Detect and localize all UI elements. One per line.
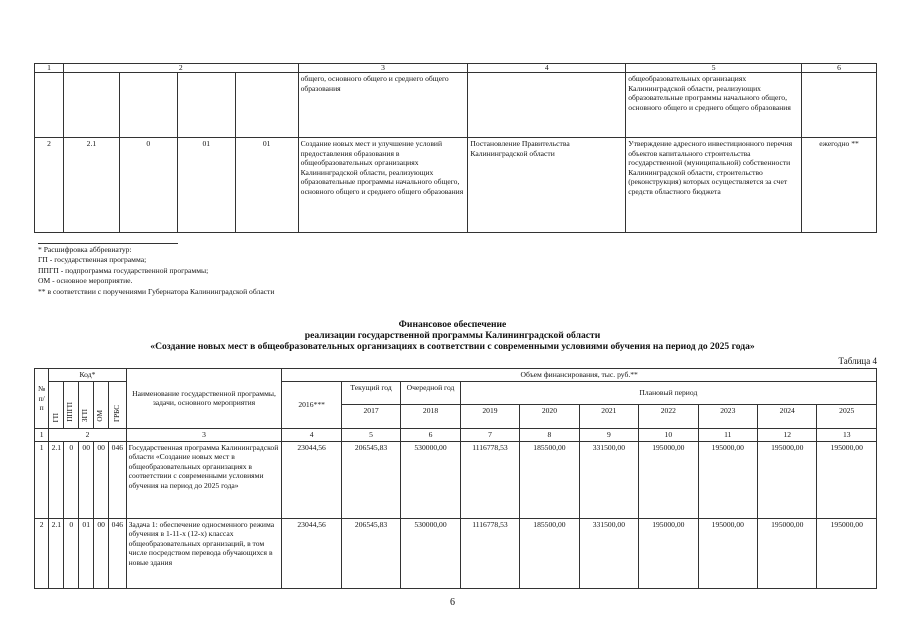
amount-cell: 195000,00 bbox=[817, 518, 877, 588]
column-number-row bbox=[35, 428, 877, 441]
header-code-om: ОМ bbox=[96, 410, 105, 422]
year: 2023 bbox=[698, 405, 757, 429]
row-number: 1 bbox=[35, 441, 49, 518]
code-gp: 2.1 bbox=[63, 138, 119, 233]
col-number: 4 bbox=[468, 64, 626, 73]
header-volume: Объем финансирования, тыс. руб.** bbox=[282, 369, 877, 382]
title-line: «Создание новых мест в общеобразовательных организациях в соответствии с современными условиями обучения на период до 2025 года» bbox=[150, 341, 755, 352]
col-number: 5 bbox=[626, 64, 802, 73]
header-row bbox=[35, 369, 877, 382]
code-ppgp: 0 bbox=[119, 138, 177, 233]
footnote: ГП - государственная программа; bbox=[38, 255, 147, 265]
amount-cell: 195000,00 bbox=[698, 518, 757, 588]
year: 2018 bbox=[401, 405, 460, 429]
header-no: № п/п bbox=[35, 369, 49, 429]
task-name: Задача 1: обеспечение односменного режима обучения в 1-11-х (12-х) классах общеобразовательных организаций, в том числе посредством перевода обучающихся в новые здания bbox=[126, 518, 282, 588]
amount-cell: 185500,00 bbox=[520, 441, 579, 518]
col-number: 13 bbox=[817, 428, 877, 441]
amount-cell: 206545,83 bbox=[341, 518, 400, 588]
amount-cell: 195000,00 bbox=[758, 518, 817, 588]
code-gp: 2.1 bbox=[49, 441, 64, 518]
column-number-row bbox=[35, 64, 877, 73]
code-om: 00 bbox=[94, 441, 109, 518]
document-content: Утверждение адресного инвестиционного перечня объектов капитального строительства государственной (муниципальной) собственности Калининградской области, строительство (реконструкция) которых осуществляется за счет средств областного бюджета bbox=[626, 138, 802, 233]
col-number: 2 bbox=[49, 428, 126, 441]
amount-cell: 530000,00 bbox=[401, 441, 460, 518]
header-planned-period: Плановый период bbox=[460, 381, 876, 405]
table-row bbox=[35, 138, 877, 233]
header-code: Код* bbox=[49, 369, 126, 382]
header-current-year: Текущий год bbox=[341, 381, 400, 405]
code-zgp: 00 bbox=[79, 441, 94, 518]
footnote: ** в соответствии с поручениями Губернатора Калининградской области bbox=[38, 286, 275, 296]
col-number: 4 bbox=[282, 428, 341, 441]
header-next-year: Очередной год bbox=[401, 381, 460, 405]
header-code-grbs: ГРБС bbox=[112, 404, 121, 422]
header-2016: 2016*** bbox=[282, 381, 341, 428]
year: 2019 bbox=[460, 405, 519, 429]
code-zgp: 01 bbox=[177, 138, 235, 233]
col-number: 8 bbox=[520, 428, 579, 441]
year: 2024 bbox=[758, 405, 817, 429]
amount-cell: 195000,00 bbox=[639, 518, 698, 588]
col-number: 1 bbox=[35, 64, 64, 73]
col-number: 11 bbox=[698, 428, 757, 441]
code-om: 00 bbox=[94, 518, 109, 588]
amount-cell: 195000,00 bbox=[698, 441, 757, 518]
col-number: 6 bbox=[802, 64, 877, 73]
code-grbs: 046 bbox=[109, 441, 126, 518]
header-code-zgp: ЗГП bbox=[81, 409, 90, 422]
row-name-continued: общего, основного общего и среднего общего образования bbox=[298, 73, 468, 138]
table-row bbox=[35, 73, 877, 138]
col-number: 9 bbox=[579, 428, 638, 441]
code-ppgp: 0 bbox=[64, 441, 79, 518]
amount-cell: 23044,56 bbox=[282, 441, 341, 518]
col-number: 6 bbox=[401, 428, 460, 441]
footnote-divider bbox=[38, 243, 178, 244]
activities-table bbox=[34, 63, 877, 233]
year: 2017 bbox=[341, 405, 400, 429]
col-number: 5 bbox=[341, 428, 400, 441]
code-ppgp: 0 bbox=[64, 518, 79, 588]
row-number: 2 bbox=[35, 518, 49, 588]
amount-cell: 195000,00 bbox=[817, 441, 877, 518]
col-number: 12 bbox=[758, 428, 817, 441]
year: 2020 bbox=[520, 405, 579, 429]
amount-cell: 1116778,53 bbox=[460, 518, 519, 588]
footnote: ППГП - подпрограмма государственной программы; bbox=[38, 265, 209, 275]
col-number: 7 bbox=[460, 428, 519, 441]
title-line: реализации государственной программы Калининградской области bbox=[304, 330, 601, 341]
header-code-ppgp: ППГП bbox=[66, 402, 75, 422]
year: 2022 bbox=[639, 405, 698, 429]
code-zgp: 01 bbox=[79, 518, 94, 588]
col-number: 10 bbox=[639, 428, 698, 441]
code-gp: 2.1 bbox=[49, 518, 64, 588]
amount-cell: 195000,00 bbox=[639, 441, 698, 518]
legal-document: Постановление Правительства Калининградской области bbox=[468, 138, 626, 233]
code-grbs: 046 bbox=[109, 518, 126, 588]
amount-cell: 206545,83 bbox=[341, 441, 400, 518]
period: ежегодно ** bbox=[802, 138, 877, 233]
col-number: 1 bbox=[35, 428, 49, 441]
year: 2021 bbox=[579, 405, 638, 429]
year: 2025 bbox=[817, 405, 877, 429]
title-line: Финансовое обеспечение bbox=[398, 319, 507, 330]
amount-cell: 530000,00 bbox=[401, 518, 460, 588]
amount-cell: 185500,00 bbox=[520, 518, 579, 588]
header-code-gp: ГП bbox=[51, 412, 60, 422]
amount-cell: 23044,56 bbox=[282, 518, 341, 588]
table-row bbox=[35, 518, 877, 588]
program-name: Государственная программа Калининградской области «Создание новых мест в общеобразовательных организациях в соответствии с современными условиями обучения на период до 2025 года» bbox=[126, 441, 282, 518]
row-number: 2 bbox=[35, 138, 64, 233]
financing-table bbox=[34, 368, 877, 589]
amount-cell: 1116778,53 bbox=[460, 441, 519, 518]
amount-cell: 331500,00 bbox=[579, 441, 638, 518]
code-om: 01 bbox=[235, 138, 298, 233]
footnotes bbox=[38, 243, 274, 297]
row-content-continued: общеобразовательных организациях Калининградской области, реализующих образовательные программы начального общего, основного общего и среднего общего образования bbox=[626, 73, 802, 138]
footnote: * Расшифровка аббревиатур: bbox=[38, 245, 132, 254]
activity-name: Создание новых мест и улучшение условий предоставления образования в общеобразовательных организациях Калининградской области, реализующих образовательные программы начального общего, основного общего и среднего общего образования bbox=[298, 138, 468, 233]
table-label: Таблица 4 bbox=[838, 356, 877, 366]
col-number: 3 bbox=[298, 64, 468, 73]
amount-cell: 195000,00 bbox=[758, 441, 817, 518]
col-number: 2 bbox=[63, 64, 298, 73]
page-number: 6 bbox=[450, 597, 455, 608]
col-number: 3 bbox=[126, 428, 282, 441]
footnote: ОМ - основное мероприятие. bbox=[38, 276, 133, 286]
section-title bbox=[0, 319, 905, 352]
header-name: Наименование государственной программы, задачи, основного мероприятия bbox=[126, 369, 282, 429]
amount-cell: 331500,00 bbox=[579, 518, 638, 588]
table-row bbox=[35, 441, 877, 518]
